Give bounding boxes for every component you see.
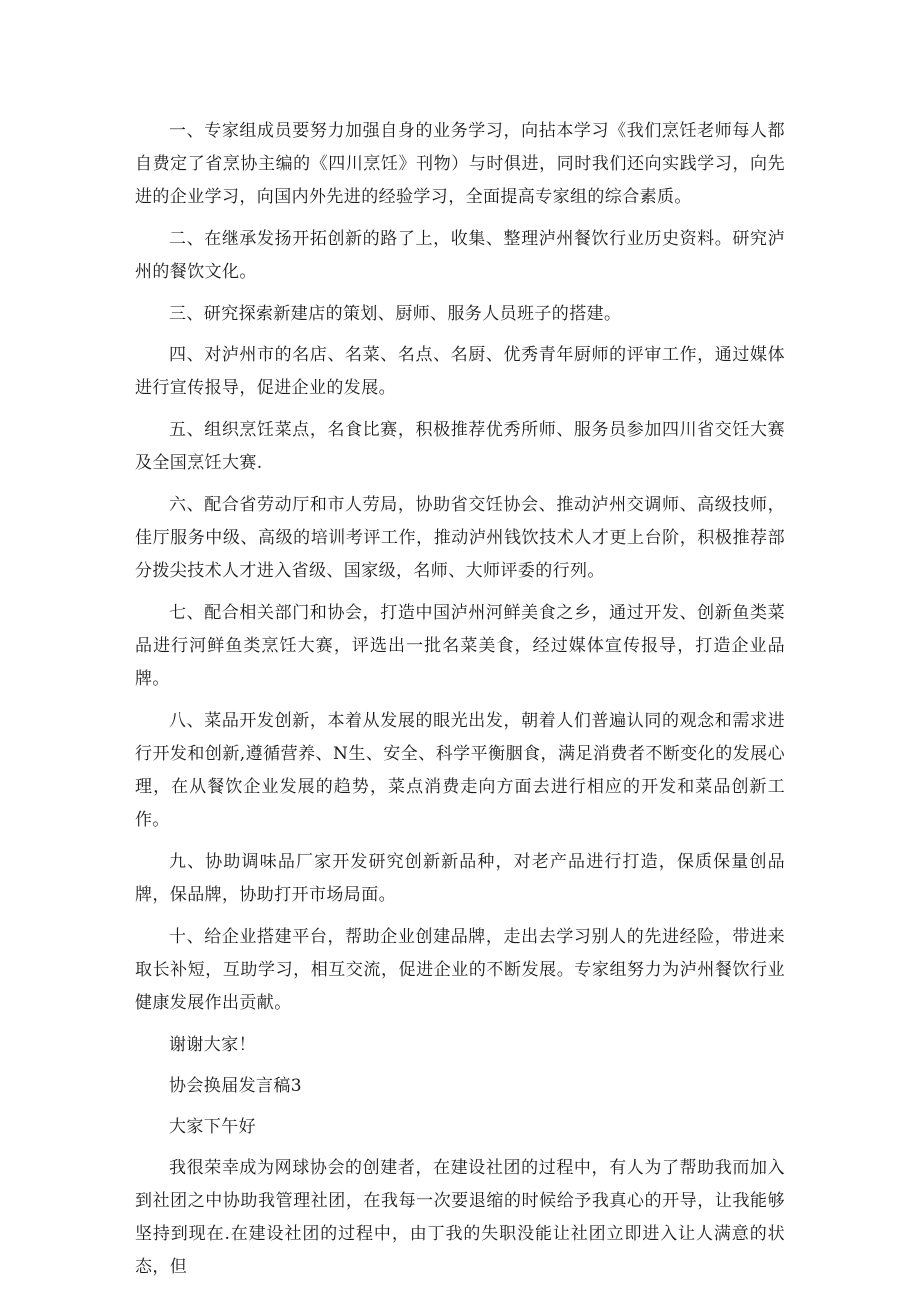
greeting: 大家下午好	[169, 1117, 256, 1137]
paragraph-1: 一、专家组成员要努力加强自身的业务学习，向拈本学习《我们烹饪老师每人都自费定了省烹协主编的《四川烹饪》刊物）与时俱进，同时我们还向实践学习，向先进的企业学习，向国内外先进的经验学习，全面提高专家组的综合素质。	[135, 121, 785, 207]
paragraph-9: 九、协助调味品厂家开发研究创新新品种，对老产品进行打造，保质保量创品牌，保品牌，协助打开市场局面。	[135, 852, 785, 905]
paragraph-3: 三、研究探索新建店的策划、厨师、服务人员班子的搭建。	[169, 304, 622, 324]
speech-paragraph: 我很荣幸成为网球协会的创建者，在建设社团的过程中，有人为了帮助我而加入到社团之中协助我管理社团，在我每一次要退缩的时候给予我真心的开导，让我能够坚持到现在.在建设社团的过程中，由丁我的失职没能让社团立即进入让人满意的状态，但	[135, 1158, 785, 1277]
paragraph-2: 二、在继承发扬开拓创新的路了上，收集、整理泸州餐饮行业历史资料。研究泸州的餐饮文化。	[135, 229, 785, 282]
section-title: 协会换届发言稿3	[169, 1076, 303, 1096]
paragraph-10: 十、给企业搭建平台，帮助企业创建品牌，走出去学习别人的先进经险，带进来取长补短，互助学习，相互交流，促进企业的不断发展。专家组努力为泸州餐饮行业健康发展作出贡献。	[135, 927, 785, 1013]
paragraph-8: 八、菜品开发创新，本着从发展的眼光出发，朝着人们普遍认同的观念和需求进行开发和创新,遵循营养、N生、安全、科学平衡胭食，满足消费者不断变化的发展心理，在从餐饮企业发展的趋势，菜点消费走向方面去进行相应的开发和菜品创新工作。	[135, 711, 785, 830]
paragraph-6: 六、配合省劳动厅和市人劳局，协助省交饪协会、推动泸州交调师、高级技师，佳厅服务中级、高级的培训考评工作，推动泸州钱饮技术人才更上台阶，积极推荐部分拨尖技术人才进入省级、国家级，名师、大师评委的行列。	[135, 495, 785, 581]
closing-thanks: 谢谢大家！	[169, 1035, 256, 1055]
document-body	[135, 115, 785, 1293]
paragraph-7: 七、配合相关部门和协会，打造中国泸州河鲜美食之乡，通过开发、创新鱼类菜品进行河鲜鱼类烹饪大赛，评选出一批名菜美食，经过媒体宣传报导，打造企业品牌。	[135, 603, 785, 689]
paragraph-4: 四、对泸州市的名店、名菜、名点、名厨、优秀青年厨师的评审工作，通过媒体进行宣传报导，促进企业的发展。	[135, 345, 785, 398]
paragraph-5: 五、组织烹饪菜点，名食比赛，积极推荐优秀所师、服务员参加四川省交饪大赛及全国烹饪大赛.	[135, 420, 785, 473]
